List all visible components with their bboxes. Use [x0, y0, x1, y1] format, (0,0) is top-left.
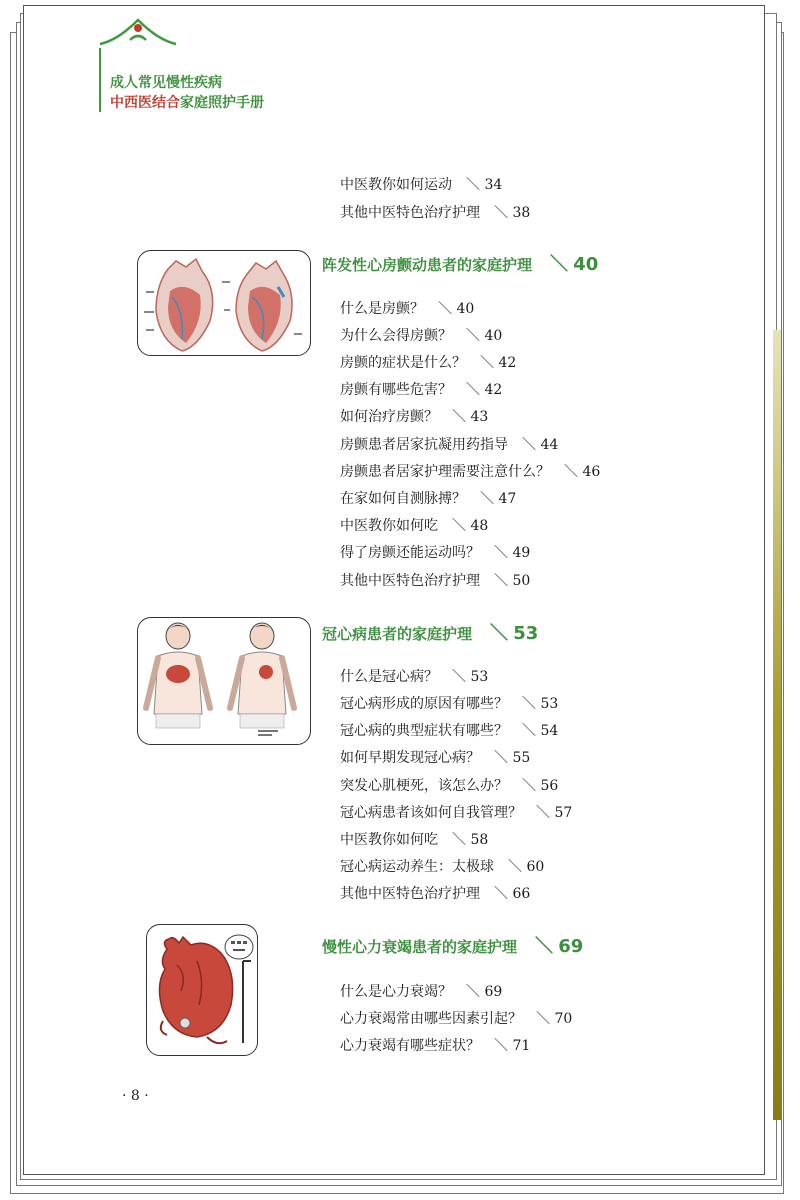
toc-entry-page: 69: [484, 984, 503, 1000]
chest-pain-figure-icon: [138, 618, 310, 744]
toc-entry[interactable]: [340, 1035, 530, 1055]
toc-entry[interactable]: [340, 802, 572, 822]
heart-anatomy-icon: [138, 251, 310, 355]
toc-separator: ＼: [452, 409, 466, 425]
toc-entry[interactable]: [340, 515, 488, 535]
toc-separator: ＼: [522, 723, 536, 739]
toc-separator: ＼: [522, 437, 536, 453]
toc-entry[interactable]: [340, 488, 516, 508]
toc-separator: ＼: [536, 1011, 550, 1027]
toc-entry-page: 48: [470, 518, 489, 534]
toc-entry[interactable]: [340, 856, 544, 876]
toc-separator: ＼: [550, 254, 569, 275]
toc-entry-title: 为什么会得房颤？: [340, 328, 452, 344]
toc-separator: ＼: [535, 936, 554, 957]
toc-entry-page: 54: [540, 723, 559, 739]
book-title-green: 家庭照护手册: [180, 95, 264, 111]
toc-separator: ＼: [494, 205, 508, 221]
toc-separator: ＼: [494, 573, 508, 589]
toc-entry[interactable]: [340, 883, 530, 903]
toc-entry-page: 46: [582, 464, 601, 480]
toc-entry[interactable]: [340, 542, 530, 562]
toc-entry[interactable]: [340, 1008, 572, 1028]
toc-separator: ＼: [452, 669, 466, 685]
toc-entry-title: 什么是冠心病？: [340, 669, 438, 685]
toc-entry-title: 冠心病的典型症状有哪些？: [340, 723, 508, 739]
toc-separator: ＼: [494, 1038, 508, 1054]
toc-entry-title: 什么是房颤？: [340, 301, 424, 317]
heart-anatomy-illustration: [137, 250, 311, 356]
toc-entry-page: 49: [512, 545, 531, 561]
toc-entry-page: 34: [484, 177, 503, 193]
toc-entry-title: 其他中医特色治疗护理: [340, 886, 480, 902]
chest-pain-illustration: [137, 617, 311, 745]
toc-separator: ＼: [466, 382, 480, 398]
toc-entry[interactable]: [340, 981, 502, 1001]
toc-entry-title: 在家如何自测脉搏？: [340, 491, 466, 507]
toc-entry[interactable]: [340, 202, 530, 222]
toc-entry-page: 66: [512, 886, 531, 902]
toc-entry[interactable]: [340, 693, 558, 713]
toc-entry-title: 中医教你如何运动: [340, 177, 452, 193]
toc-entry[interactable]: [340, 325, 502, 345]
section-heading-page: 69: [558, 936, 584, 957]
section-heading-title: 阵发性心房颤动患者的家庭护理: [322, 256, 533, 274]
toc-entry-page: 42: [484, 382, 503, 398]
toc-entry[interactable]: [340, 352, 516, 372]
toc-separator: ＼: [466, 984, 480, 1000]
toc-separator: ＼: [522, 696, 536, 712]
tired-heart-illustration: [146, 924, 258, 1056]
toc-entry[interactable]: [340, 174, 502, 194]
toc-entry-page: 40: [456, 301, 475, 317]
section-heading-page: 40: [573, 254, 599, 275]
book-title-red: 中西医结合: [110, 95, 180, 111]
toc-separator: ＼: [494, 750, 508, 766]
toc-separator: ＼: [466, 177, 480, 193]
toc-entry-page: 40: [484, 328, 503, 344]
toc-entry-title: 其他中医特色治疗护理: [340, 573, 480, 589]
toc-entry[interactable]: [340, 298, 474, 318]
section-heading-title: 慢性心力衰竭患者的家庭护理: [322, 938, 518, 956]
toc-entry-page: 57: [554, 805, 573, 821]
toc-entry-page: 42: [498, 355, 517, 371]
toc-entry[interactable]: [340, 829, 488, 849]
toc-entry-title: 中医教你如何吃: [340, 518, 438, 534]
toc-entry[interactable]: [340, 570, 530, 590]
section-heading-chf[interactable]: [322, 932, 583, 958]
toc-entry[interactable]: [340, 461, 600, 481]
toc-entry-page: 55: [512, 750, 531, 766]
toc-entry-page: 43: [470, 409, 489, 425]
toc-entry-title: 冠心病运动养生：太极球: [340, 859, 494, 875]
toc-entry-title: 突发心肌梗死，该怎么办？: [340, 778, 508, 794]
page-stack-edge-color: [773, 330, 781, 1120]
toc-separator: ＼: [564, 464, 578, 480]
toc-entry-title: 如何早期发现冠心病？: [340, 750, 480, 766]
page-number: · 8 ·: [122, 1088, 149, 1104]
toc-entry-page: 70: [554, 1011, 573, 1027]
toc-separator: ＼: [508, 859, 522, 875]
toc-entry-page: 53: [470, 669, 489, 685]
section-heading-page: 53: [513, 623, 539, 644]
toc-entry-title: 冠心病患者该如何自我管理？: [340, 805, 522, 821]
toc-separator: ＼: [480, 491, 494, 507]
toc-separator: ＼: [438, 301, 452, 317]
toc-entry-title: 什么是心力衰竭？: [340, 984, 452, 1000]
toc-entry-title: 房颤患者居家护理需要注意什么？: [340, 464, 550, 480]
toc-entry-title: 冠心病形成的原因有哪些？: [340, 696, 508, 712]
toc-entry-page: 47: [498, 491, 517, 507]
section-heading-chd[interactable]: [322, 619, 538, 645]
section-heading-title: 冠心病患者的家庭护理: [322, 625, 473, 643]
toc-entry-title: 如何治疗房颤？: [340, 409, 438, 425]
toc-entry[interactable]: [340, 666, 488, 686]
toc-entry[interactable]: [340, 747, 530, 767]
toc-entry-page: 50: [512, 573, 531, 589]
toc-separator: ＼: [494, 886, 508, 902]
toc-entry[interactable]: [340, 379, 502, 399]
toc-entry-title: 房颤有哪些危害？: [340, 382, 452, 398]
toc-entry-page: 71: [512, 1038, 531, 1054]
toc-separator: ＼: [490, 623, 509, 644]
toc-separator: ＼: [522, 778, 536, 794]
toc-separator: ＼: [452, 518, 466, 534]
tired-heart-icon: [147, 925, 257, 1055]
toc-separator: ＼: [494, 545, 508, 561]
toc-entry-title: 其他中医特色治疗护理: [340, 205, 480, 221]
toc-entry-page: 53: [540, 696, 559, 712]
toc-entry[interactable]: [340, 406, 488, 426]
toc-entry[interactable]: [340, 775, 558, 795]
toc-entry-title: 房颤的症状是什么？: [340, 355, 466, 371]
toc-entry-title: 心力衰竭常由哪些因素引起？: [340, 1011, 522, 1027]
house-person-logo-icon: [78, 14, 178, 54]
toc-entry-page: 38: [512, 205, 531, 221]
toc-separator: ＼: [452, 832, 466, 848]
toc-entry-page: 58: [470, 832, 489, 848]
section-heading-af[interactable]: [322, 250, 598, 276]
toc-entry-title: 得了房颤还能运动吗？: [340, 545, 480, 561]
toc-separator: ＼: [466, 328, 480, 344]
toc-entry-title: 心力衰竭有哪些症状？: [340, 1038, 480, 1054]
toc-entry[interactable]: [340, 720, 558, 740]
toc-separator: ＼: [536, 805, 550, 821]
book-title-line2: [110, 92, 264, 112]
toc-entry-page: 60: [526, 859, 545, 875]
toc-entry-title: 中医教你如何吃: [340, 832, 438, 848]
header-rule: [99, 48, 101, 112]
toc-separator: ＼: [480, 355, 494, 371]
toc-entry-title: 房颤患者居家抗凝用药指导: [340, 437, 508, 453]
toc-entry-page: 44: [540, 437, 559, 453]
book-title-line1: 成人常见慢性疾病: [110, 75, 222, 91]
toc-entry-page: 56: [540, 778, 559, 794]
toc-entry[interactable]: [340, 434, 558, 454]
